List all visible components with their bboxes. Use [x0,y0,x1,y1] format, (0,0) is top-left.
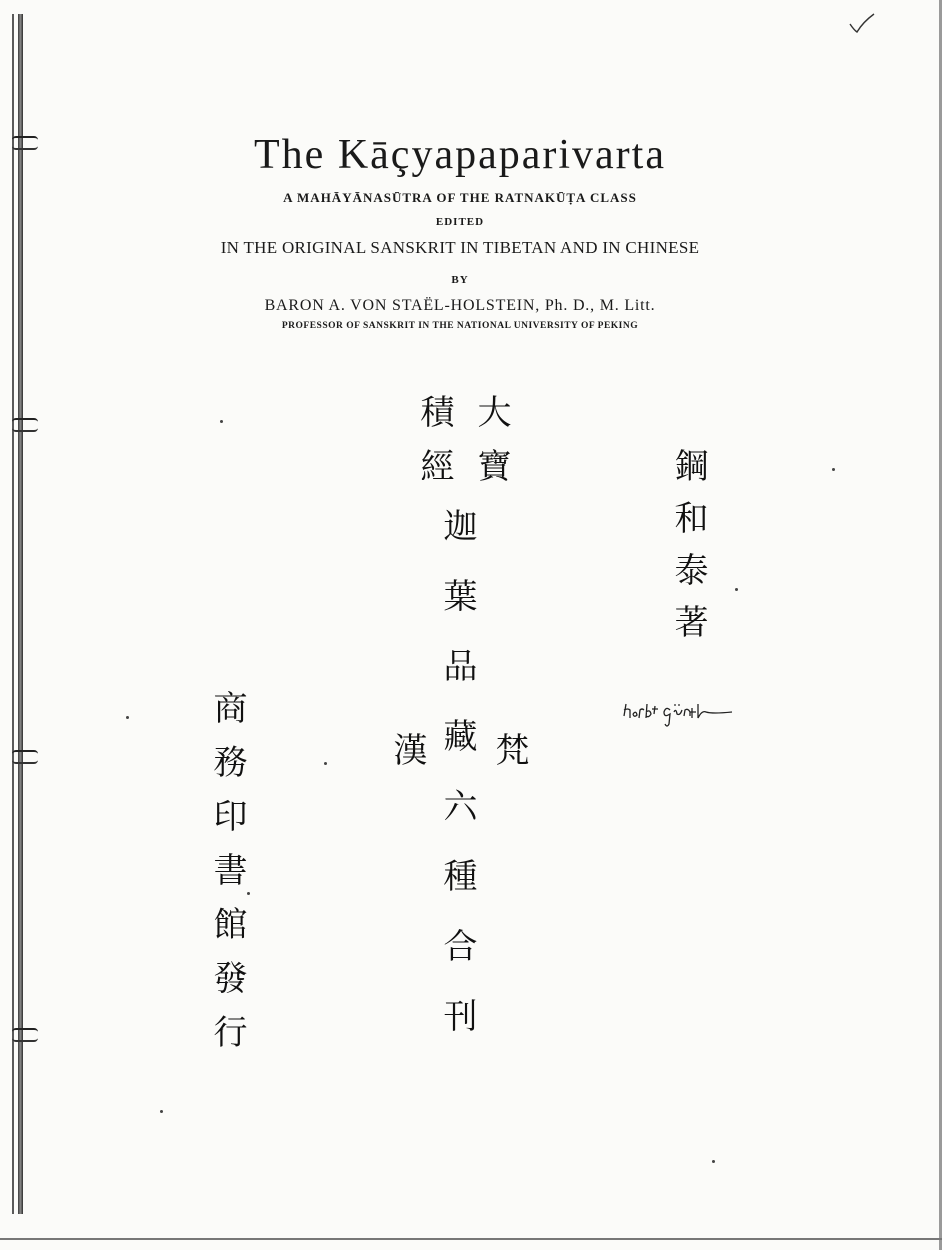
by-label: BY [451,274,469,286]
page-speck [247,892,250,895]
chinese-title-top-right: 大寶 [471,394,511,502]
chinese-publisher: 商務印書館發行 [207,690,247,1068]
title-block [100,130,820,336]
binding-stitch [12,136,38,150]
binding-stitch [12,1028,38,1042]
book-binding [12,14,30,1214]
binding-stitch [12,750,38,764]
page-speck [832,468,835,471]
page-speck [160,1110,163,1113]
author-affiliation: PROFESSOR OF SANSKRIT IN THE NATIONAL UNIVERSITY OF PEKING [281,321,639,331]
page-bottom-edge [0,1238,942,1240]
chinese-side-left: 漢 [387,732,427,766]
page-speck [712,1160,715,1163]
check-mark-icon [848,12,876,34]
page-speck [735,588,738,591]
edited-label: EDITED [435,216,485,228]
chinese-author: 鋼和泰著 [668,448,708,656]
book-subtitle: A MAHĀYĀNASŪTRA OF THE RATNAKŪṬA CLASS [283,190,637,205]
author-name: BARON A. VON STAËL-HOLSTEIN, Ph. D., M. Litt. [264,297,656,314]
page-speck [220,420,223,423]
page-speck [126,716,129,719]
chinese-title-top-left: 積經 [414,394,454,502]
chinese-title-main: 迦葉品藏六種合刊 [437,508,477,1068]
page-speck [324,762,327,765]
binding-stitch [12,418,38,432]
handwritten-signature [622,696,734,728]
book-title: The Kāçyapaparivarta [254,132,666,178]
original-languages-line: IN THE ORIGINAL SANSKRIT IN TIBETAN AND IN CHINESE [220,238,700,257]
chinese-side-right: 梵 [489,732,529,766]
